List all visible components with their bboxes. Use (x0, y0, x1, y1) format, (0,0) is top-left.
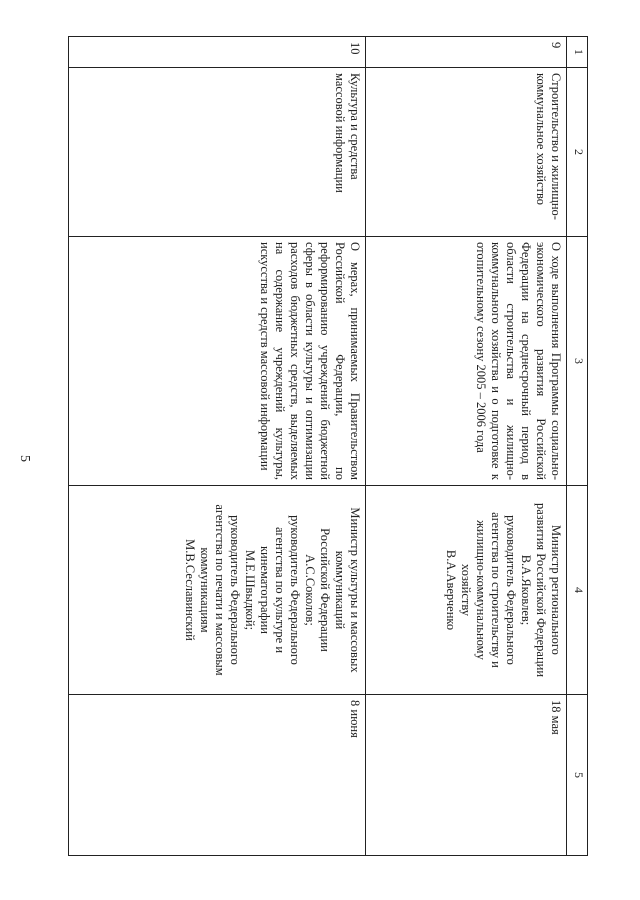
responsible-line: кинематографии (257, 545, 272, 634)
schedule-table (68, 36, 588, 856)
responsible-line: М.В.Сеславинский (182, 539, 197, 641)
table-header-row (567, 37, 588, 856)
responsible-line: руководитель Федерального (504, 515, 518, 665)
column-header: 5 (567, 695, 588, 856)
topic-cell: О мерах, принимаемых Правительством Российской Федерации, по реформированию учреждений бюджетной сферы в области культуры и оптимизации расходов бюджетных средств, выделяемых на содержание учреждений культуры, искусства и средств массовой информации (69, 237, 366, 486)
responsible-cell (69, 486, 366, 695)
responsible-line: агентства по культуре и (272, 526, 287, 654)
column-header: 1 (567, 37, 588, 68)
page-number: 5 (17, 455, 32, 462)
column-header: 2 (567, 68, 588, 237)
responsible-line: Российской Федерации (317, 528, 332, 652)
date-cell: 18 мая (365, 695, 566, 856)
topic-cell: О ходе выполнения Программы социально-экономического развития Российской Федерации на среднесрочный период в области строительства и жилищно-коммунального хозяйства и о подготовке к отопительному сезону 2005 – 2006 года (365, 237, 566, 486)
responsible-line: агентства по строительству и (489, 512, 503, 668)
responsible-line: руководитель Федерального (227, 515, 242, 665)
responsible-line: жилищно-коммунальному (474, 520, 488, 660)
column-header: 4 (567, 486, 588, 695)
responsible-cell (365, 486, 566, 695)
responsible-line: Министр регионального (549, 525, 563, 655)
responsible-line: развития Российской Федерации (534, 502, 548, 678)
schedule-table-container (68, 36, 588, 856)
responsible-line: А.С.Соколов; (302, 554, 317, 626)
table-row (365, 37, 566, 856)
row-number: 9 (365, 37, 566, 68)
responsible-line: Министр культуры и массовых (347, 507, 362, 673)
responsible-line: руководитель Федерального (287, 515, 302, 665)
column-header: 3 (567, 237, 588, 486)
responsible-line: М.Е.Швыдкой; (242, 549, 257, 631)
responsible-line: В.А.Яковлев; (519, 554, 533, 626)
table-row (69, 37, 366, 856)
sector-cell: Строительство и жилищно-коммунальное хозяйство (365, 68, 566, 237)
row-number: 10 (69, 37, 366, 68)
responsible-line: хозяйству (459, 563, 473, 617)
responsible-line: коммуникаций (332, 550, 347, 630)
responsible-line: В.А.Аверченко (444, 549, 458, 631)
date-cell: 8 июня (69, 695, 366, 856)
responsible-line: агентства по печати и массовым (212, 504, 227, 676)
sector-cell: Культура и средства массовой информации (69, 68, 366, 237)
responsible-line: коммуникациям (197, 547, 212, 633)
